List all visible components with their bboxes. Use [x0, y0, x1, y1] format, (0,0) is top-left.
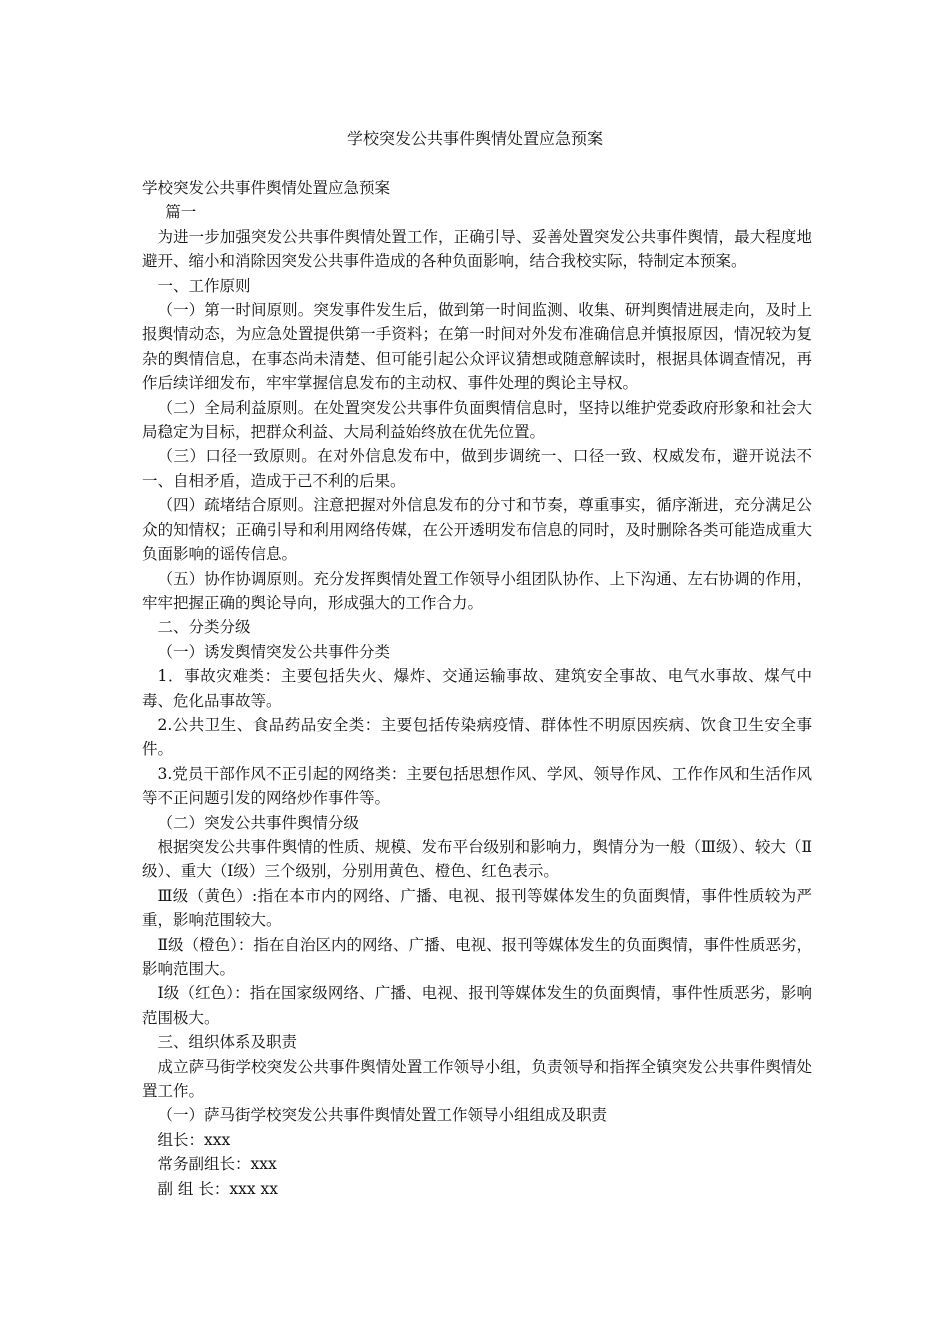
paragraph: 学校突发公共事件舆情处置应急预案	[142, 179, 391, 197]
member-line: 副 组 长：xxx xx	[157, 1179, 278, 1198]
paragraph: 为进一步加强突发公共事件舆情处置工作，正确引导、妥善处置突发公共事件舆情，最大程度地避开、缩小和消除因突发公共事件造成的各种负面影响，结合我校实际，特制定本预案。	[142, 227, 812, 271]
section-heading: 三、组织体系及职责	[157, 1033, 298, 1052]
section-heading: 一、工作原则	[157, 276, 251, 295]
paragraph: （五）协作协调原则。充分发挥舆情处置工作领导小组团队协作、上下沟通、左右协调的作用，牢牢把握正确的舆论导向，形成强大的工作合力。	[142, 569, 812, 612]
document-body	[142, 176, 812, 1201]
paragraph: （二）全局利益原则。在处置突发公共事件负面舆情信息时，坚持以维护党委政府形象和社会大局稳定为目标，把群众利益、大局利益始终放在优先位置。	[142, 398, 812, 442]
paragraph: 根据突发公共事件舆情的性质、规模、发布平台级别和影响力，舆情分为一般（Ⅲ级）、较大（Ⅱ级）、重大（Ⅰ级）三个级别，分别用黄色、橙色、红色表示。	[142, 837, 812, 881]
member-line: 组长：xxx	[157, 1130, 231, 1149]
section-heading: 二、分类分级	[157, 618, 251, 637]
page-title: 学校突发公共事件舆情处置应急预案	[346, 129, 603, 148]
list-item: 3.党员干部作风不正引起的网络类：主要包括思想作风、学风、领导作风、工作作风和生活作风等不正问题引发的网络炒作事件等。	[142, 764, 812, 808]
paragraph: （一）第一时间原则。突发事件发生后，做到第一时间监测、收集、研判舆情进展走向，及时上报舆情动态，为应急处置提供第一手资料；在第一时间对外发布准确信息并慎报原因，情况较为复杂的舆情信息，在事态尚未清楚、但可能引起公众评议猜想或随意解读时，根据具体调查情况，再作后续详细发布，牢牢掌握信息发布的主动权、事件处理的舆论主导权。	[142, 301, 812, 393]
paragraph: （三）口径一致原则。在对外信息发布中，做到步调统一、口径一致、权威发布，避开说法不一、自相矛盾，造成于己不利的后果。	[142, 447, 812, 490]
list-item: 1．事故灾难类：主要包括失火、爆炸、交通运输事故、建筑安全事故、电气水事故、煤气中毒、危化品事故等。	[142, 667, 812, 710]
paragraph: 成立萨马街学校突发公共事件舆情处置工作领导小组，负责领导和指挥全镇突发公共事件舆情处置工作。	[142, 1057, 812, 1101]
paragraph: Ⅲ级（黄色）:指在本市内的网络、广播、电视、报刊等媒体发生的负面舆情，事件性质较为严重，影响范围较大。	[142, 886, 812, 930]
subsection-heading: （二）突发公共事件舆情分级	[157, 813, 360, 832]
paragraph: 篇一	[165, 203, 197, 222]
member-line: 常务副组长：xxx	[157, 1155, 277, 1174]
list-item: 2.公共卫生、食品药品安全类：主要包括传染病疫情、群体性不明原因疾病、饮食卫生安全事件。	[142, 715, 812, 759]
paragraph: （四）疏堵结合原则。注意把握对外信息发布的分寸和节奏，尊重事实，循序渐进，充分满足公众的知情权；正确引导和利用网络传媒，在公开透明发布信息的同时，及时删除各类可能造成重大负面影响的谣传信息。	[142, 496, 812, 564]
paragraph: Ⅱ级（橙色）：指在自治区内的网络、广播、电视、报刊等媒体发生的负面舆情，事件性质恶劣，影响范围大。	[142, 935, 812, 978]
paragraph: Ⅰ级（红色）：指在国家级网络、广播、电视、报刊等媒体发生的负面舆情，事件性质恶劣，影响范围极大。	[142, 984, 812, 1027]
subsection-heading: （一）萨马街学校突发公共事件舆情处置工作领导小组组成及职责	[157, 1106, 608, 1125]
subsection-heading: （一）诱发舆情突发公共事件分类	[157, 642, 391, 661]
